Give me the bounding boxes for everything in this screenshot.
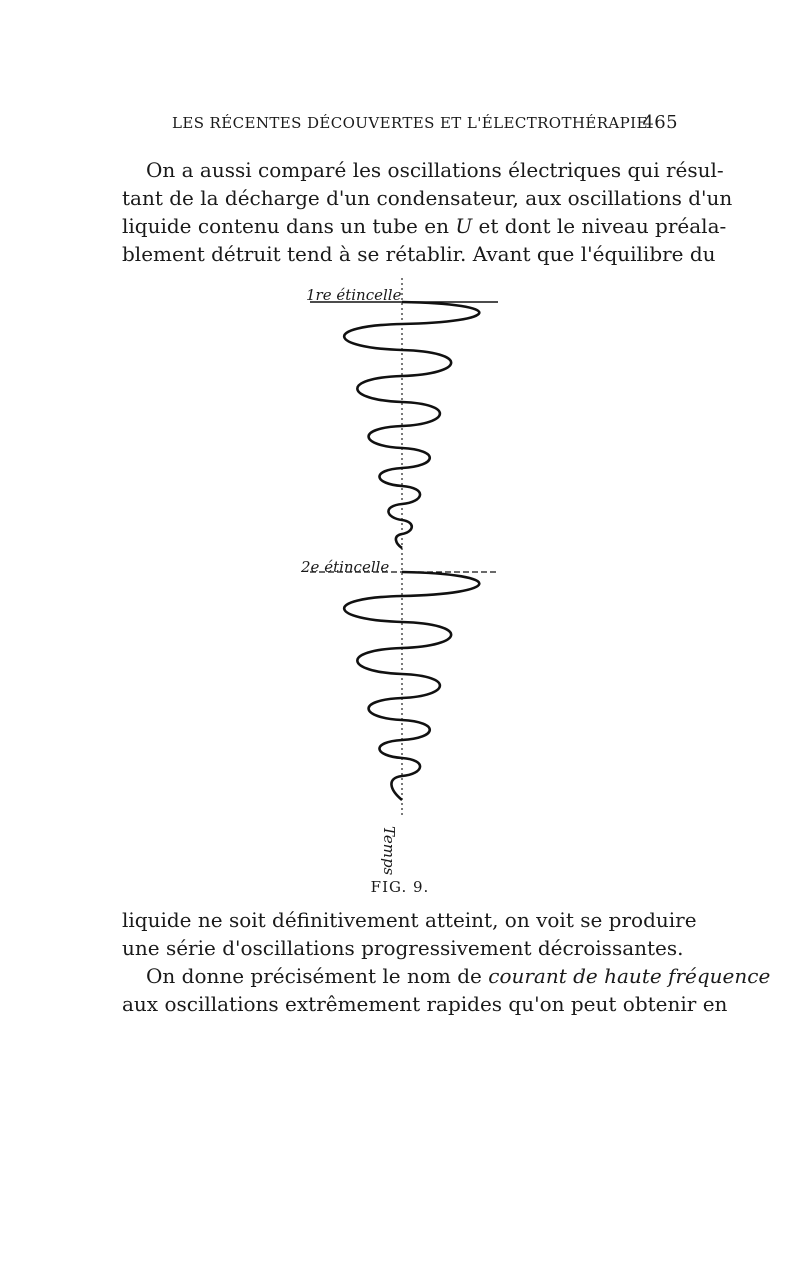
paragraph-1 [122,156,733,268]
time-axis-label: Temps [380,826,398,876]
first-oscillation [344,302,479,548]
first-spark-label: 1re étincelle [306,286,402,304]
running-head-title: LES RÉCENTES DÉCOUVERTES ET L'ÉLECTROTHÉRAPIE [172,114,648,132]
text-line: blement détruit tend à se rétablir. Avant que l'équilibre du [122,242,716,266]
text-line: aux oscillations extrêmement rapides qu'on peut obtenir en [122,992,728,1016]
text-line: liquide ne soit définitivement atteint, on voit se produire [122,908,697,932]
second-spark-label: 2e étincelle [301,558,390,576]
figure-caption: FIG. 9. [370,878,430,896]
text-line: tant de la décharge d'un condensateur, aux oscillations d'un [122,186,733,210]
text-line [122,962,771,990]
text-line: une série d'oscillations progressivement décroissantes. [122,936,684,960]
second-oscillation [344,572,479,800]
oscillation-figure [290,278,520,878]
oscillation-diagram [290,278,520,878]
page-number: 465 [642,112,678,133]
italic-u: U [455,214,473,238]
text-fragment: On donne précisément le nom de [146,964,482,988]
paragraph-2 [122,906,771,1018]
term-italic: courant de haute fréquence [488,964,771,988]
text-line: On a aussi comparé les oscillations électriques qui résul- [146,158,724,182]
text-line [122,212,727,240]
text-fragment: liquide contenu dans un tube en [122,214,449,238]
text-fragment: et dont le niveau préala- [478,214,727,238]
